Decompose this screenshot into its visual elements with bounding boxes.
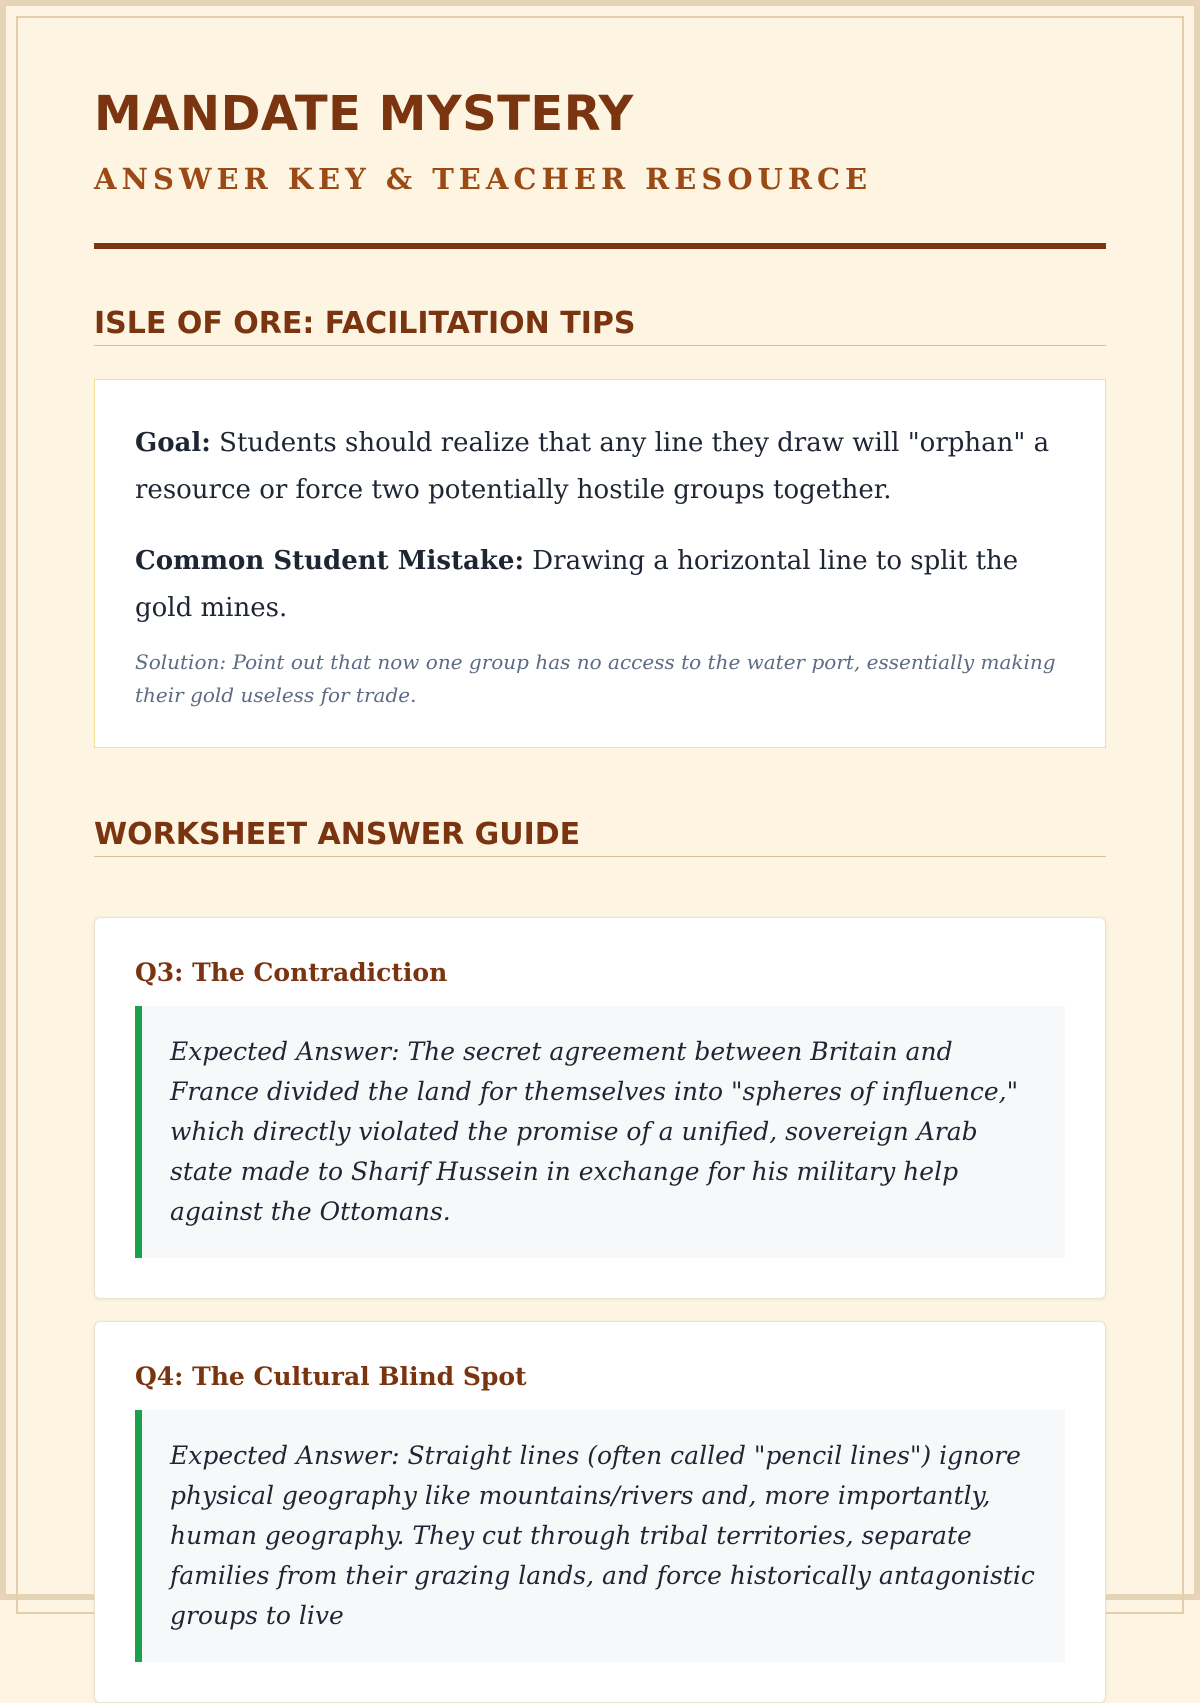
goal-label: Goal: xyxy=(135,428,211,458)
document-subtitle: ANSWER KEY & TEACHER RESOURCE xyxy=(94,162,873,196)
answer-guide-heading: WORKSHEET ANSWER GUIDE xyxy=(94,817,1106,857)
solution-note: Solution: Point out that now one group has no access to the water port, essentially making their gold useless for trade. xyxy=(135,650,1056,707)
document-title: MANDATE MYSTERY xyxy=(94,86,634,142)
mistake-paragraph xyxy=(135,538,1065,632)
question-title: Q3: The Contradiction xyxy=(135,958,448,987)
mistake-text: Drawing a horizontal line to split the gold mines. xyxy=(135,546,1019,623)
title-divider xyxy=(94,243,1106,249)
tips-section-heading: ISLE OF ORE: FACILITATION TIPS xyxy=(94,306,1106,346)
question-card-q3 xyxy=(94,917,1106,1299)
mistake-label: Common Student Mistake: xyxy=(135,546,525,576)
question-card-q4 xyxy=(94,1321,1106,1703)
expected-answer: Expected Answer: The secret agreement between Britain and France divided the land for themselves into "spheres of influence," which directly violated the promise of a unified, sovereign Arab state made to Sharif Hussein in exchange for his military help against the Ottomans. xyxy=(135,1006,1065,1258)
question-title: Q4: The Cultural Blind Spot xyxy=(135,1362,527,1391)
expected-answer: Expected Answer: Straight lines (often called "pencil lines") ignore physical geography like mountains/rivers and, more importantly, human geography. They cut through tribal territories, separate families from their grazing lands, and force historically antagonistic groups to live xyxy=(135,1410,1065,1662)
goal-text: Students should realize that any line they draw will "orphan" a resource or force two potentially hostile groups together. xyxy=(135,428,1050,505)
facilitation-tips-box xyxy=(94,379,1106,748)
goal-paragraph xyxy=(135,420,1065,514)
